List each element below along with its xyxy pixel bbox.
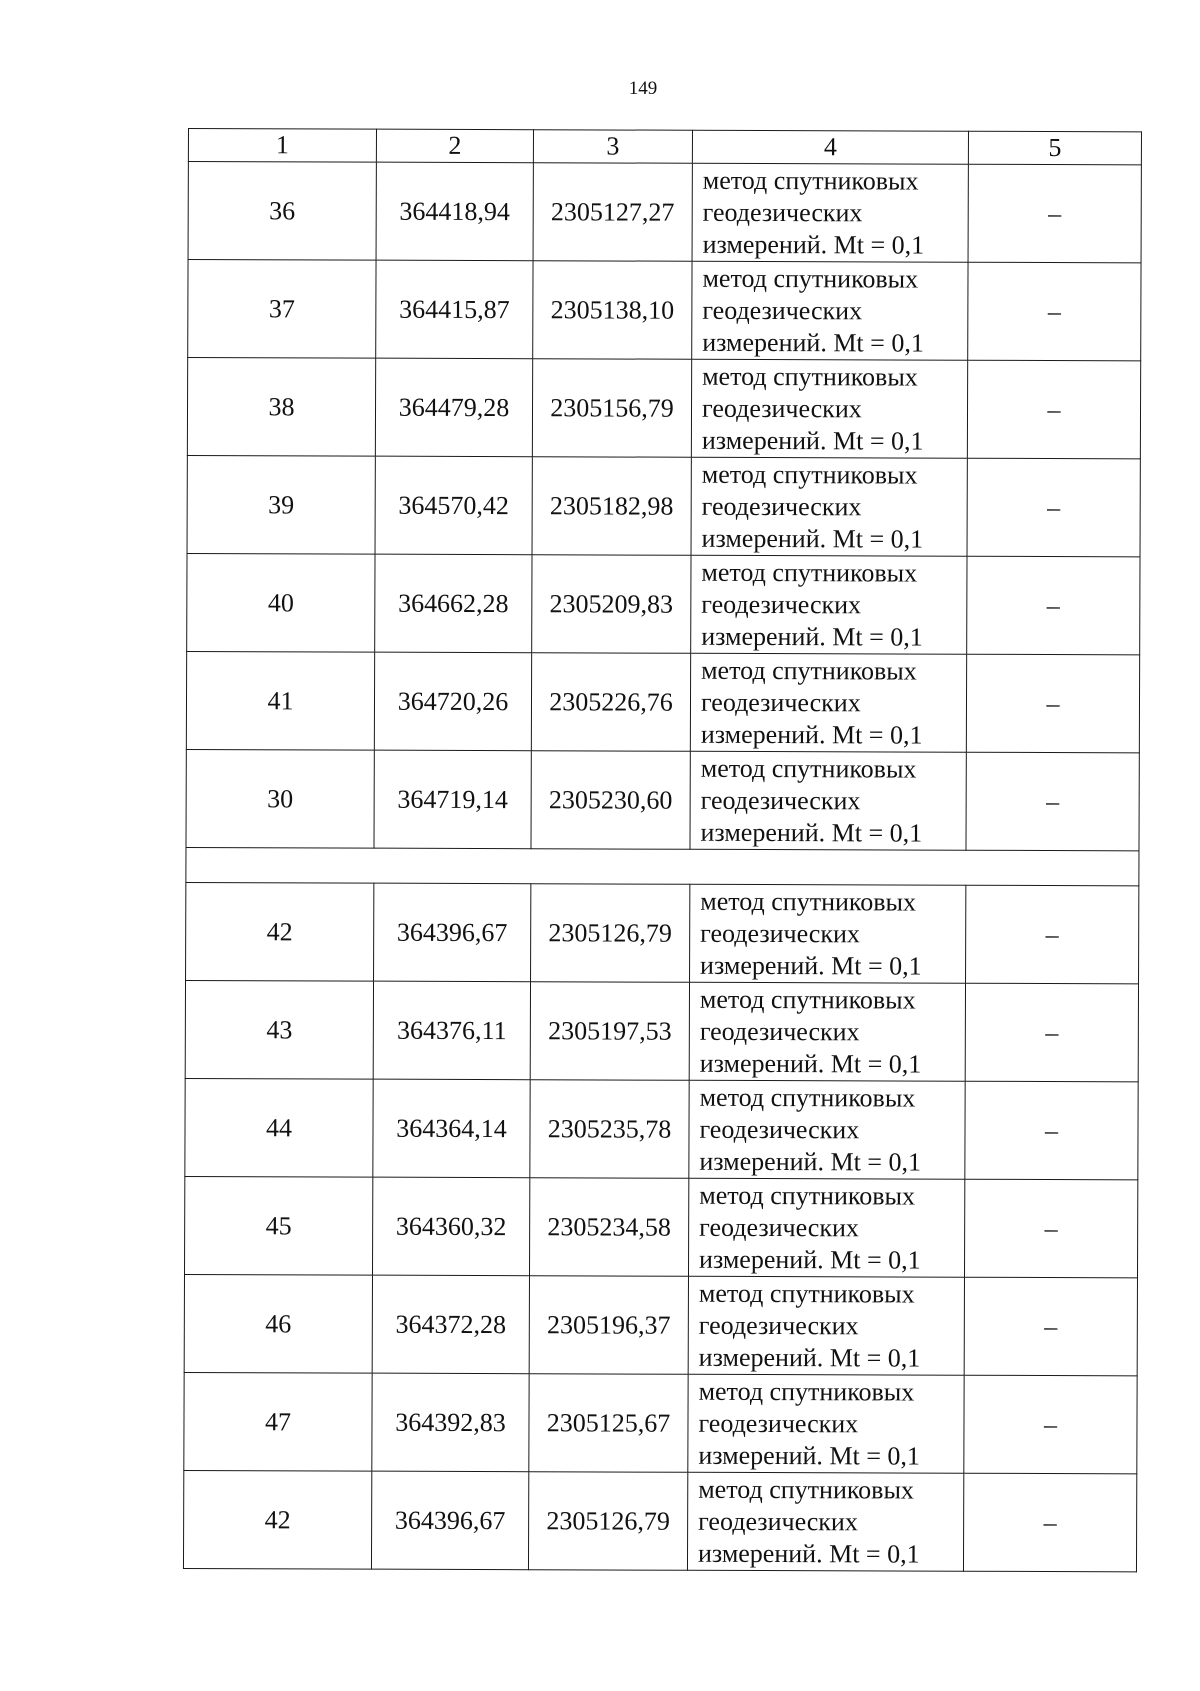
method-line: измерений. Mt = 0,1 — [700, 950, 922, 981]
method-line: измерений. Mt = 0,1 — [701, 621, 923, 652]
table-row — [188, 260, 1141, 361]
note-cell: – — [967, 556, 1140, 655]
x-coordinate-cell: 364396,67 — [371, 1471, 528, 1570]
table-row — [184, 1372, 1137, 1473]
method-line: измерений. Mt = 0,1 — [701, 523, 924, 554]
method-line: метод спутниковых — [701, 557, 918, 588]
point-number-cell: 38 — [187, 358, 375, 457]
y-coordinate-cell: 2305209,83 — [532, 555, 691, 654]
table-row — [187, 358, 1140, 459]
method-cell — [690, 751, 966, 850]
note-cell: – — [966, 752, 1139, 851]
note-cell: – — [966, 654, 1139, 753]
point-number-cell: 47 — [184, 1372, 372, 1471]
method-line: метод спутниковых — [701, 459, 918, 490]
method-cell — [692, 261, 968, 360]
column-header-4: 4 — [692, 130, 968, 164]
point-number-cell: 45 — [184, 1176, 372, 1275]
method-cell — [690, 653, 966, 752]
note-cell: – — [964, 1179, 1137, 1278]
note-cell: – — [967, 458, 1140, 557]
column-header-3: 3 — [533, 130, 692, 164]
method-line: метод спутниковых — [702, 165, 919, 196]
y-coordinate-cell: 2305138,10 — [533, 261, 692, 360]
point-number-cell: 46 — [184, 1274, 372, 1373]
method-line: измерений. Mt = 0,1 — [698, 1440, 921, 1471]
method-line: геодезических — [702, 197, 863, 227]
method-line: метод спутниковых — [698, 1376, 915, 1407]
method-cell — [691, 457, 967, 556]
method-line: геодезических — [702, 295, 863, 325]
method-line: метод спутниковых — [702, 263, 919, 294]
method-line: геодезических — [698, 1408, 859, 1438]
table-row — [183, 1470, 1136, 1571]
method-cell — [689, 982, 965, 1081]
method-line: измерений. Mt = 0,1 — [699, 1146, 922, 1177]
method-cell — [692, 163, 968, 262]
table-row — [186, 882, 1139, 983]
x-coordinate-cell: 364376,11 — [373, 981, 530, 1080]
table-row — [184, 1176, 1137, 1277]
column-header-5: 5 — [968, 131, 1141, 165]
column-header-1: 1 — [188, 129, 376, 163]
method-line: метод спутниковых — [699, 984, 916, 1015]
method-line: геодезических — [699, 1212, 859, 1242]
point-number-cell: 41 — [186, 651, 374, 750]
x-coordinate-cell: 364720,26 — [374, 652, 531, 751]
contour-separator-cell — [186, 847, 1139, 885]
note-cell: – — [966, 885, 1139, 984]
table-row — [185, 1078, 1138, 1179]
x-coordinate-cell: 364479,28 — [375, 358, 532, 457]
method-cell — [688, 1178, 964, 1277]
method-line: метод спутниковых — [700, 753, 917, 784]
point-number-cell: 36 — [188, 162, 376, 261]
y-coordinate-cell: 2305125,67 — [529, 1374, 688, 1473]
page-number: 149 — [628, 78, 658, 99]
method-line: метод спутниковых — [700, 886, 917, 917]
method-cell — [687, 1472, 963, 1571]
method-line: метод спутниковых — [699, 1082, 916, 1113]
method-line: измерений. Mt = 0,1 — [699, 1244, 921, 1275]
x-coordinate-cell: 364364,14 — [373, 1079, 530, 1178]
method-line: метод спутниковых — [701, 655, 917, 686]
note-cell: – — [964, 1277, 1137, 1376]
method-line: геодезических — [700, 687, 861, 717]
table-row — [187, 553, 1140, 654]
point-number-cell: 40 — [187, 553, 375, 652]
y-coordinate-cell: 2305182,98 — [532, 457, 691, 556]
method-cell — [691, 555, 967, 654]
method-line: метод спутниковых — [702, 361, 918, 392]
point-number-cell: 42 — [186, 882, 374, 981]
y-coordinate-cell: 2305226,76 — [531, 653, 690, 752]
point-number-cell: 44 — [185, 1078, 373, 1177]
method-line: метод спутниковых — [698, 1474, 915, 1505]
note-cell: – — [964, 1375, 1137, 1474]
note-cell: – — [963, 1473, 1136, 1572]
method-line: измерений. Mt = 0,1 — [697, 1538, 920, 1569]
point-number-cell: 43 — [185, 980, 373, 1079]
coordinates-table — [183, 128, 1142, 1572]
method-line: геодезических — [701, 589, 862, 619]
method-line: геодезических — [701, 491, 862, 521]
method-line: измерений. Mt = 0,1 — [700, 719, 923, 750]
note-cell: – — [968, 164, 1141, 263]
x-coordinate-cell: 364570,42 — [375, 456, 532, 555]
method-cell — [690, 884, 966, 983]
method-line: геодезических — [700, 918, 860, 948]
y-coordinate-cell: 2305156,79 — [532, 359, 691, 458]
method-cell — [688, 1374, 964, 1473]
x-coordinate-cell: 364392,83 — [372, 1373, 529, 1472]
method-line: измерений. Mt = 0,1 — [702, 327, 924, 358]
y-coordinate-cell: 2305196,37 — [529, 1276, 688, 1375]
x-coordinate-cell: 364372,28 — [372, 1275, 529, 1374]
point-number-cell: 30 — [186, 749, 374, 848]
method-line: геодезических — [698, 1506, 858, 1536]
method-line: измерений. Mt = 0,1 — [698, 1342, 921, 1373]
method-line: измерений. Mt = 0,1 — [701, 425, 924, 456]
point-number-cell: 37 — [188, 260, 376, 359]
table-row — [184, 1274, 1137, 1375]
column-numbers-row — [188, 129, 1141, 165]
x-coordinate-cell: 364360,32 — [372, 1177, 529, 1276]
method-line: геодезических — [698, 1310, 859, 1340]
method-cell — [689, 1080, 965, 1179]
x-coordinate-cell: 364662,28 — [375, 554, 532, 653]
column-header-2: 2 — [376, 129, 533, 163]
point-number-cell: 39 — [187, 455, 375, 554]
y-coordinate-cell: 2305127,27 — [533, 163, 692, 262]
table-row — [187, 455, 1140, 556]
note-cell: – — [965, 1081, 1138, 1180]
method-line: геодезических — [699, 1114, 860, 1144]
method-line: измерений. Mt = 0,1 — [700, 817, 923, 848]
method-line: геодезических — [701, 393, 862, 423]
method-line: геодезических — [699, 1016, 860, 1046]
note-cell: – — [965, 983, 1138, 1082]
table-row — [186, 651, 1139, 752]
table-row — [186, 749, 1139, 850]
method-line: метод спутниковых — [699, 1180, 916, 1211]
y-coordinate-cell: 2305230,60 — [531, 751, 690, 850]
y-coordinate-cell: 2305197,53 — [530, 982, 689, 1081]
note-cell: – — [967, 360, 1140, 459]
x-coordinate-cell: 364396,67 — [374, 883, 531, 982]
method-line: измерений. Mt = 0,1 — [699, 1048, 922, 1079]
x-coordinate-cell: 364719,14 — [374, 750, 531, 849]
contour-separator-row — [186, 847, 1139, 885]
x-coordinate-cell: 364415,87 — [376, 260, 533, 359]
method-line: метод спутниковых — [698, 1278, 915, 1309]
table-row — [185, 980, 1138, 1081]
method-cell — [688, 1276, 964, 1375]
point-number-cell: 42 — [183, 1470, 371, 1569]
y-coordinate-cell: 2305235,78 — [530, 1080, 689, 1179]
method-line: геодезических — [700, 785, 861, 815]
method-cell — [691, 359, 967, 458]
x-coordinate-cell: 364418,94 — [376, 162, 533, 261]
note-cell: – — [968, 262, 1141, 361]
y-coordinate-cell: 2305234,58 — [529, 1178, 688, 1277]
y-coordinate-cell: 2305126,79 — [531, 884, 690, 983]
method-line: измерений. Mt = 0,1 — [702, 229, 925, 260]
table-row — [188, 162, 1141, 263]
y-coordinate-cell: 2305126,79 — [528, 1472, 687, 1571]
